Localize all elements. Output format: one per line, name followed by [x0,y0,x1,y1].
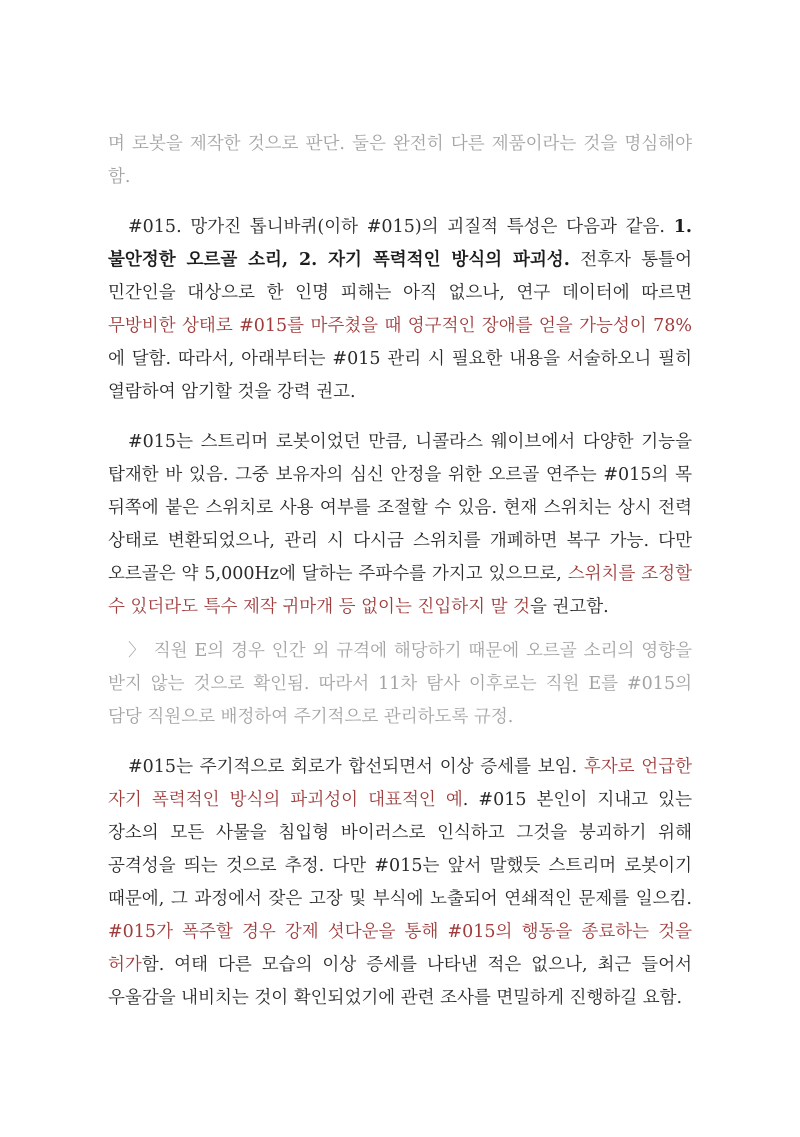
para2-text-1: #015는 스트리머 로봇이었던 만큼, 니콜라스 웨이브에서 다양한 기능을 탑재한 바 있음. 그중 보유자의 심신 안정을 위한 오르골 연주는 #015의 목 뒤쪽에 붙은 스위치로 사용 여부를 조절할 수 있음. 현재 스위치는 상시 전력 상태로 변환되었으나, 관리 시 다시금 스위치를 개폐하면 복구 가능. 다만 오르골은 약 5,000Hz에 달하는 주파수를 가지고 있으므로, [108,432,692,584]
paragraph-malfunction [108,751,692,1015]
para1-text-1: #015. 망가진 톱니바퀴(이하 #015)의 괴질적 특성은 다음과 같음. [128,217,674,237]
para3-text-1: #015는 주기적으로 회로가 합선되면서 이상 증세를 보임. [128,757,584,777]
para3-highlight-destruction: 후자로 언급한 자기 폭력적인 방식의 파괴성이 대표적인 예 [108,757,692,810]
para1-highlight-risk: 무방비한 상태로 #015를 마주쳤을 때 영구적인 장애를 얻을 가능성이 78% [108,316,692,336]
lead-fragment: 며 로봇을 제작한 것으로 판단. 둘은 완전히 다른 제품이라는 것을 명심해야 함. [108,134,692,187]
para2-text-2: 을 권고함. [529,597,609,617]
para3-text-3: 함. 여태 다른 모습의 이상 증세를 나타낸 적은 없으나, 최근 들어서 우울감을 내비치는 것이 확인되었기에 관련 조사를 면밀하게 진행하길 요함. [108,955,692,1008]
paragraph-music-box [108,426,692,624]
para1-text-3: 에 달함. 따라서, 아래부터는 #015 관리 시 필요한 내용을 서술하오니 필히 열람하여 암기할 것을 강력 권고. [108,349,692,402]
para3-highlight-shutdown: #015가 폭주할 경우 강제 셧다운을 통해 #015의 행동을 종료하는 것을 허가 [108,922,692,975]
para2-highlight-warning: 스위치를 조정할 수 있더라도 특수 제작 귀마개 등 없이는 진입하지 말 것 [108,564,692,617]
paragraph-anomaly-traits [108,211,692,409]
note-staff-e: 〉 직원 E의 경우 인간 외 규격에 해당하기 때문에 오르골 소리의 영향을 받지 않는 것으로 확인됨. 따라서 11차 탐사 이후로는 직원 E를 #015의 담당 직원으로 배정하여 주기적으로 관리하도록 규정. [108,641,692,727]
para1-text-2: 전후자 통틀어 민간인을 대상으로 한 인명 피해는 아직 없으나, 연구 데이터에 따르면 [108,250,692,303]
para1-bold-traits: 1. 불안정한 오르골 소리, 2. 자기 폭력적인 방식의 파괴성. [108,217,692,270]
para3-text-2: . #015 본인이 지내고 있는 장소의 모든 사물을 침입형 바이러스로 인식하고 그것을 붕괴하기 위해 공격성을 띄는 것으로 추정. 다만 #015는 앞서 말했듯 스트리머 로봇이기 때문에, 그 과정에서 잦은 고장 및 부식에 노출되어 연쇄적인 문제를 일으킴. [108,790,692,909]
